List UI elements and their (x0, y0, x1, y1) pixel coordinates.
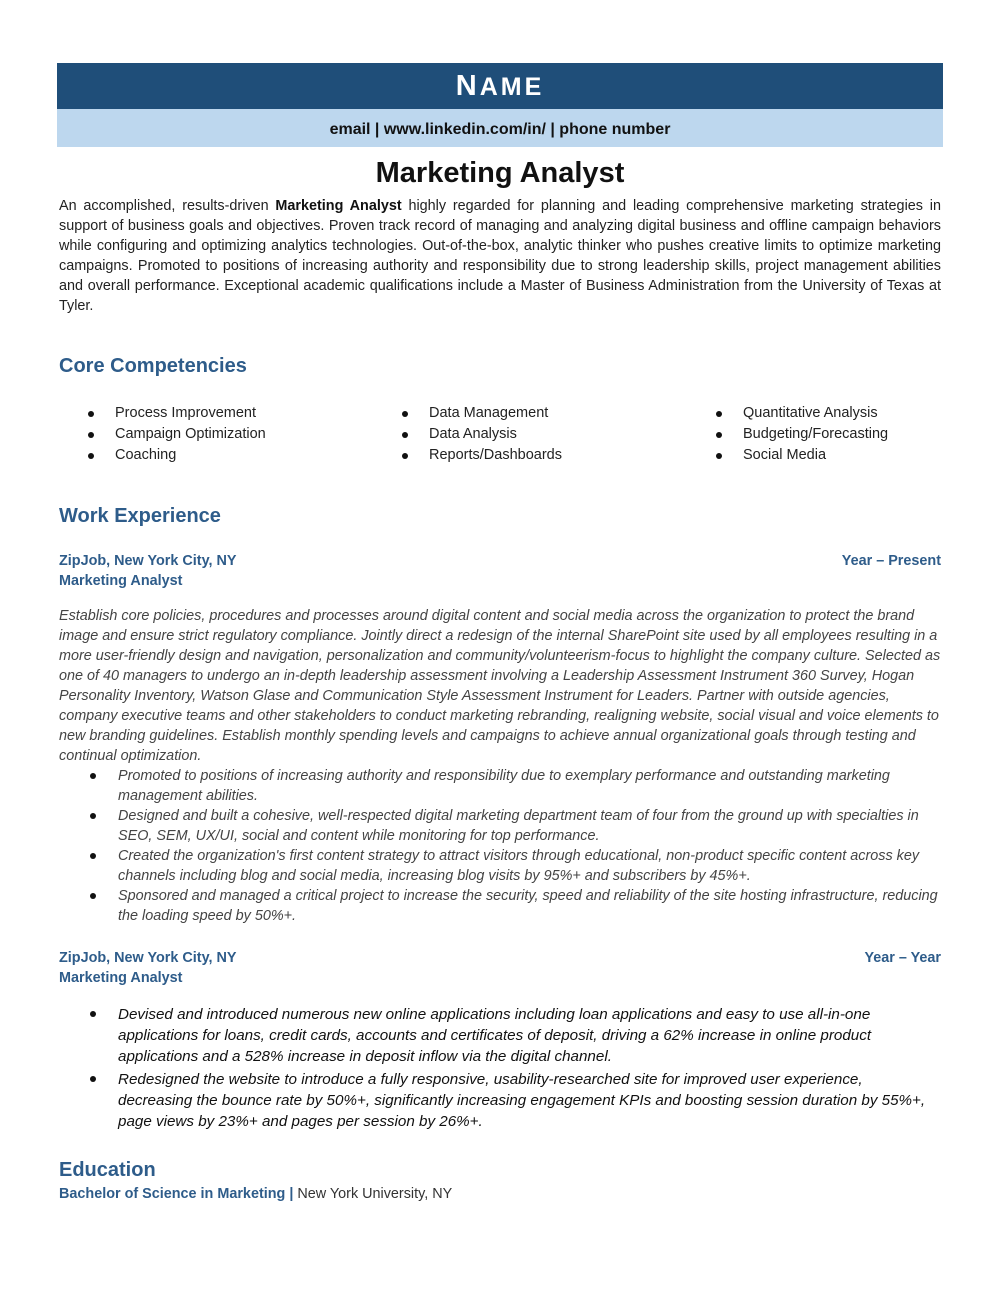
resume-title: Marketing Analyst (375, 157, 625, 189)
job-dates: Year – Present (841, 553, 941, 569)
core-competencies-heading: Core Competencies (59, 355, 247, 377)
job-dates: Year – Year (864, 950, 941, 966)
education-entry (59, 1186, 452, 1202)
competency-item: Data Management (399, 403, 562, 424)
job-role: Marketing Analyst (59, 573, 183, 589)
competency-item: Social Media (713, 445, 888, 466)
summary-bold-title: Marketing Analyst (275, 198, 402, 214)
name-banner (57, 63, 943, 109)
achievement-item: Devised and introduced numerous new online applications including loan applications and easy to use all-in-one applications for loans, credit cards, accounts and certificates of deposit, driving a 62% increase in online product applications and a 528% increase in deposit inflow via the digital channel. (59, 1004, 941, 1067)
achievement-item: Created the organization's first content strategy to attract visitors through educational, non-product specific content across key channels including blog and social media, increasing blog visits by 95%+ and subscribers by 45%+. (59, 846, 941, 886)
competencies-column-1 (85, 403, 266, 466)
job-company: ZipJob, New York City, NY (59, 553, 237, 569)
competency-item: Process Improvement (85, 403, 266, 424)
competency-item: Quantitative Analysis (713, 403, 888, 424)
job-company: ZipJob, New York City, NY (59, 950, 237, 966)
job-role: Marketing Analyst (59, 970, 183, 986)
job-header (59, 948, 941, 988)
school: New York University, NY (293, 1186, 453, 1202)
competencies-column-3 (713, 403, 888, 466)
name-rest: AME (479, 73, 545, 101)
competency-item: Coaching (85, 445, 266, 466)
job-header (59, 551, 941, 591)
competency-item: Reports/Dashboards (399, 445, 562, 466)
work-experience-heading: Work Experience (59, 505, 221, 527)
summary-intro: An accomplished, results-driven (59, 198, 276, 214)
achievement-item: Promoted to positions of increasing authority and responsibility due to exemplary performance and outstanding marketing management abilities. (59, 766, 941, 806)
competency-item: Campaign Optimization (85, 424, 266, 445)
job-achievements (59, 766, 941, 926)
competencies-column-2 (399, 403, 562, 466)
achievement-item: Sponsored and managed a critical project to increase the security, speed and reliability of the site hosting infrastructure, reducing the loading speed by 50%+. (59, 886, 941, 926)
achievement-item: Redesigned the website to introduce a fully responsive, usability-researched site for improved user experience, decreasing the bounce rate by 50%+, significantly increasing engagement KPIs and boosting session duration by 55%+, page views by 23%+ and pages per session by 26%+. (59, 1069, 941, 1132)
competency-item: Budgeting/Forecasting (713, 424, 888, 445)
contact-line: email | www.linkedin.com/in/ | phone number (57, 109, 943, 147)
competency-item: Data Analysis (399, 424, 562, 445)
education-heading: Education (59, 1159, 156, 1181)
job-description: Establish core policies, procedures and processes around digital content and social media across the organization to protect the brand image and ensure strict regulatory compliance. Jointly direct a redesign of the internal SharePoint site used by all employees resulting in a more user-friendly design and navigation, personalization and community/volunteerism-focus to highlight the company culture. Selected as one of 40 managers to undergo an in-depth leadership assessment involving a Leadership Assessment Instrument 360 Survey, Hogan Personality Inventory, Watson Glase and Communication Style Assessment Instrument for Leaders. Partner with outside agencies, company executive teams and other stakeholders to conduct marketing rebranding, realigning website, social visual and voice elements to new branding guidelines. Establish monthly spending levels and campaigns to achieve annual organizational goals through testing and continual optimization. (59, 608, 941, 764)
name-initial: N (455, 70, 480, 102)
summary-body: highly regarded for planning and leading comprehensive marketing strategies in support of business goals and objectives. Proven track record of managing and analyzing digital business and offline campaign behaviors while configuring and optimizing analytics technologies. Out-of-the-box, analytic thinker who pushes creative limits to optimize marketing campaigns. Promoted to positions of increasing authority and responsibility due to strong leadership skills, project management abilities and overall performance. Exceptional academic qualifications include a Master of Business Administration from the University of Texas at Tyler. (59, 198, 941, 314)
professional-summary (59, 196, 941, 316)
achievement-item: Designed and built a cohesive, well-respected digital marketing department team of four from the ground up with specialties in SEO, SEM, UX/UI, social and content while monitoring for top performance. (59, 806, 941, 846)
job-achievements (59, 1004, 941, 1134)
degree: Bachelor of Science in Marketing | (59, 1186, 294, 1202)
